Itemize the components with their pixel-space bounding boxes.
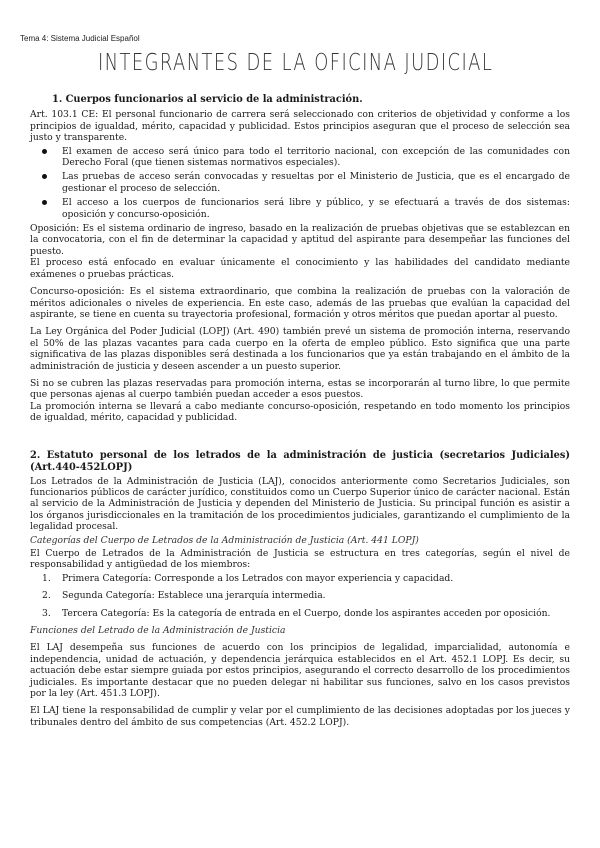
bullet-icon	[42, 200, 47, 205]
section-2	[30, 450, 570, 729]
bullet-icon	[42, 149, 47, 154]
categorias-intro: El Cuerpo de Letrados de la Administración de Justicia se estructura en tres categorías, según el nivel de responsabilidad y antigüedad de los miembros:	[30, 548, 570, 571]
list-item: 2. Segunda Categoría: Establece una jerarquía intermedia.	[42, 590, 326, 602]
list-item: El examen de acceso será único para todo el territorio nacional, con excepción de las comunidades con Derecho Foral (que tienen sistemas normativos especiales).	[62, 146, 570, 169]
oposicion-paragraph: Oposición: Es el sistema ordinario de ingreso, basado en la realización de pruebas objetivas que se establezcan en la convocatoria, con el fin de determinar la capacidad y aptitud del aspirante para desempeñar las funciones del puesto.	[30, 223, 570, 257]
funciones-paragraph: El LAJ desempeña sus funciones de acuerdo con los principios de legalidad, imparcialidad, autonomía e independencia, unidad de actuación, y dependencia jerárquica establecidos en el Art. 452.1 LOPJ. Es decir, su actuación debe estar siempre guiada por estos principios, asegurando el correcto desarrollo de los procedimientos judiciales. Es importante destacar que no pueden delegar ni habilitar sus funciones, salvo en los casos previstos por la ley (Art. 451.3 LOPJ).	[30, 642, 570, 700]
promocion-interna-paragraph: La promoción interna se llevará a cabo mediante concurso-oposición, respetando en todo momento los principios de igualdad, mérito, capacidad y publicidad.	[30, 400, 570, 424]
section-2-heading: 2. Estatuto personal de los letrados de la administración de justicia (secretarios Judiciales) (Art.440-452LOPJ)	[30, 449, 570, 473]
list-item: El acceso a los cuerpos de funcionarios será libre y público, y se efectuará a través de dos sistemas: oposición y concurso-oposición.	[62, 197, 570, 220]
funciones-paragraph-2: El LAJ tiene la responsabilidad de cumplir y velar por el cumplimiento de las decisiones adoptadas por los jueces y tribunales dentro del ámbito de sus competencias (Art. 452.2 LOPJ).	[30, 705, 570, 728]
concurso-oposicion-paragraph: Concurso-oposición: Es el sistema extraordinario, que combina la realización de pruebas con la valoración de méritos adicionales o niveles de experiencia. En este caso, además de las pruebas que evalúan la capacidad del aspirante, se tiene en cuenta su trayectoria profesional, formación y otros méritos que puedan aportar al puesto.	[30, 286, 570, 320]
section-1-intro: Art. 103.1 CE: El personal funcionario de carrera será seleccionado con criterios de objetividad y conforme a los principios de igualdad, mérito, capacidad y publicidad. Estos principios aseguran que el proceso de selección sea justo y transparente.	[30, 109, 570, 144]
section-1-heading: 1. Cuerpos funcionarios al servicio de la administración.	[52, 94, 363, 105]
categorias-list	[30, 573, 570, 619]
section-2-intro: Los Letrados de la Administración de Justicia (LAJ), conocidos anteriormente como Secretarios Judiciales, son funcionarios públicos de carácter jurídico, constituidos como un Cuerpo Superior único de carácter nacional. Están al servicio de la Administración de Justicia y dependen del Ministerio de Justicia. Su principal función es asistir a los órganos jurisdiccionales en la tramitación de los procedimientos judiciales, garantizando el cumplimiento de la legalidad procesal.	[30, 475, 570, 533]
oposicion-paragraph-2: El proceso está enfocado en evaluar únicamente el conocimiento y las habilidades del candidato mediante exámenes o pruebas prácticas.	[30, 257, 570, 280]
bullet-icon	[42, 174, 47, 179]
categorias-heading: Categorías del Cuerpo de Letrados de la Administración de Justicia (Art. 441 LOPJ)	[30, 534, 419, 546]
list-item: 1. Primera Categoría: Corresponde a los Letrados con mayor experiencia y capacidad.	[42, 572, 454, 584]
page-title: INTEGRANTES DE LA OFICINA JUDICIAL	[97, 50, 494, 76]
funciones-heading: Funciones del Letrado de la Administración de Justicia	[30, 625, 286, 637]
access-bullet-list	[30, 146, 570, 220]
turno-libre-paragraph: Si no se cubren las plazas reservadas para promoción interna, estas se incorporarán al turno libre, lo que permite que personas ajenas al cuerpo también puedan acceder a esos puestos.	[30, 377, 570, 401]
list-item: Las pruebas de acceso serán convocadas y resueltas por el Ministerio de Justicia, que es el encargado de gestionar el proceso de selección.	[62, 171, 570, 194]
topic-label: Tema 4: Sistema Judicial Español	[20, 34, 140, 43]
lopj-paragraph: La Ley Orgánica del Poder Judicial (LOPJ) (Art. 490) también prevé un sistema de promoción interna, reservando el 50% de las plazas vacantes para cada cuerpo en la oferta de empleo público. Esto significa que una parte significativa de las plazas disponibles será destinada a los funcionarios que ya están trabajando en el ámbito de la administración de justicia y deseen ascender a un puesto superior.	[30, 326, 570, 372]
document-body	[30, 94, 570, 728]
list-item: 3. Tercera Categoría: Es la categoría de entrada en el Cuerpo, donde los aspirantes acceden por oposición.	[42, 607, 551, 619]
